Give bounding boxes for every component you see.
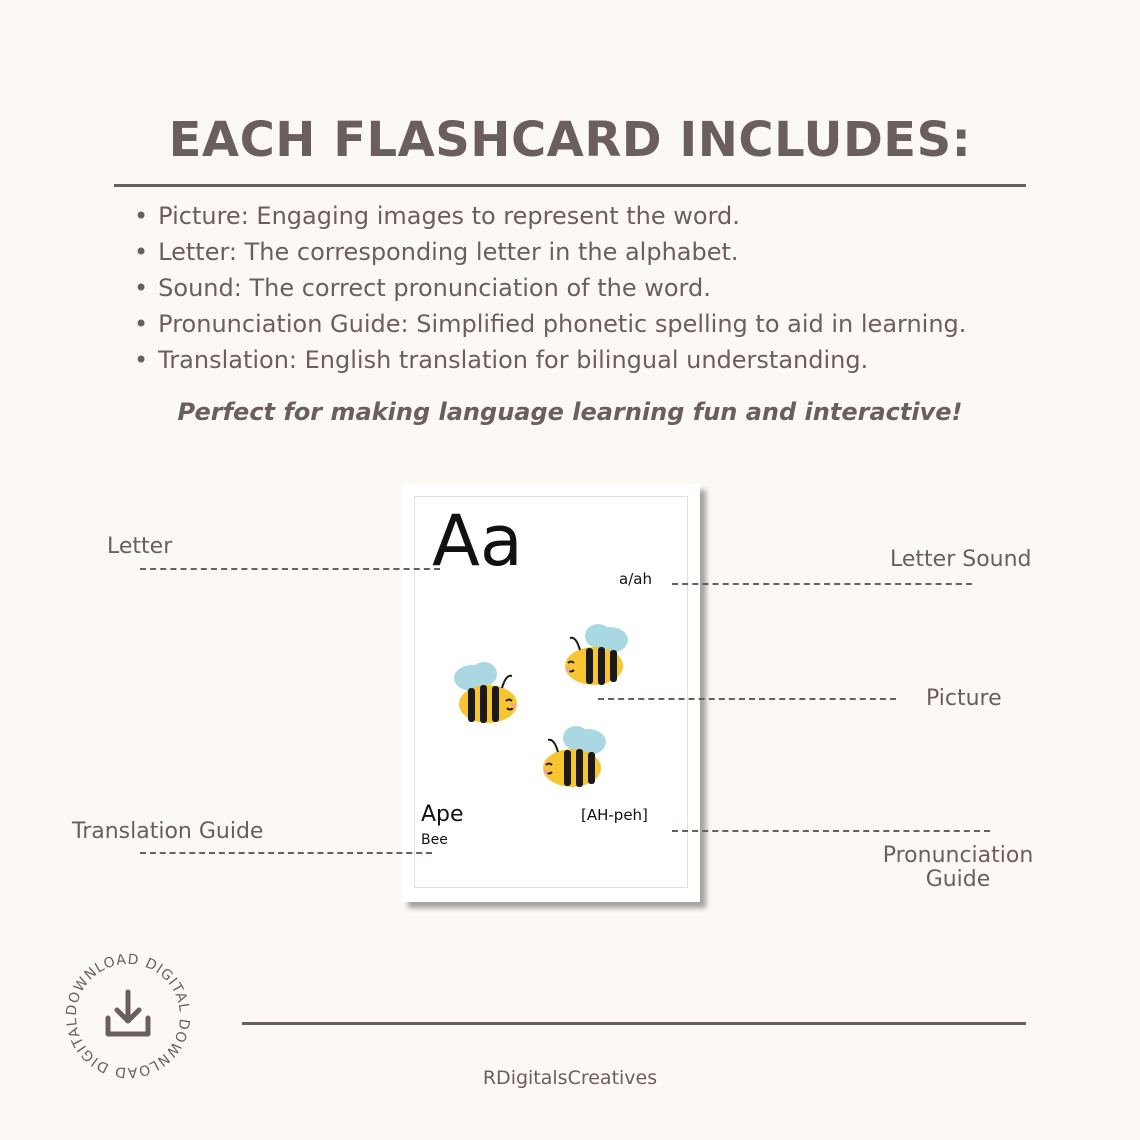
tagline: Perfect for making language learning fun and interactive! <box>177 398 963 426</box>
label-letter: Letter <box>107 534 173 559</box>
bee-icon <box>536 722 610 794</box>
leader-letter <box>140 568 440 570</box>
divider-bottom <box>242 1022 1026 1025</box>
flashcard-pronunciation: [AH-peh] <box>581 806 648 824</box>
flashcard-sound: a/ah <box>619 570 652 588</box>
flashcard-word: Ape <box>421 802 464 827</box>
feature-item-pronunciation: • Pronunciation Guide: Simplified phonetic spelling to aid in learning. <box>134 306 966 342</box>
feature-item-sound: • Sound: The correct pronunciation of the word. <box>134 270 966 306</box>
flashcard-letter: Aa <box>432 500 523 582</box>
feature-item-translation: • Translation: English translation for bilingual understanding. <box>134 342 966 378</box>
leader-letter-sound <box>672 583 972 585</box>
page-title: EACH FLASHCARD INCLUDES: <box>168 112 972 168</box>
feature-item-picture: • Picture: Engaging images to represent the word. <box>134 198 966 234</box>
divider-top <box>114 184 1026 187</box>
label-pronunciation-line2: Guide <box>925 867 991 892</box>
feature-list <box>134 198 966 378</box>
label-pronunciation-line1: Pronunciation <box>882 843 1034 868</box>
flashcard-translation: Bee <box>421 832 448 848</box>
label-translation-guide: Translation Guide <box>72 819 264 844</box>
leader-pronunciation-guide <box>672 830 990 832</box>
label-pronunciation-guide <box>876 844 1040 892</box>
bee-icon <box>450 658 524 730</box>
flashcard <box>402 484 700 902</box>
leader-translation-guide <box>140 852 432 854</box>
label-letter-sound: Letter Sound <box>890 547 1032 572</box>
badge-text: DOWNLOAD DIGITAL DOWNLOAD DIGITAL <box>63 951 193 1081</box>
bee-icon <box>558 620 632 692</box>
download-badge <box>62 950 194 1082</box>
download-icon <box>108 992 148 1034</box>
feature-item-letter: • Letter: The corresponding letter in the alphabet. <box>134 234 966 270</box>
label-picture: Picture <box>926 686 1002 711</box>
brand-name: RDigitalsCreatives <box>482 1067 658 1089</box>
leader-picture <box>598 698 896 700</box>
